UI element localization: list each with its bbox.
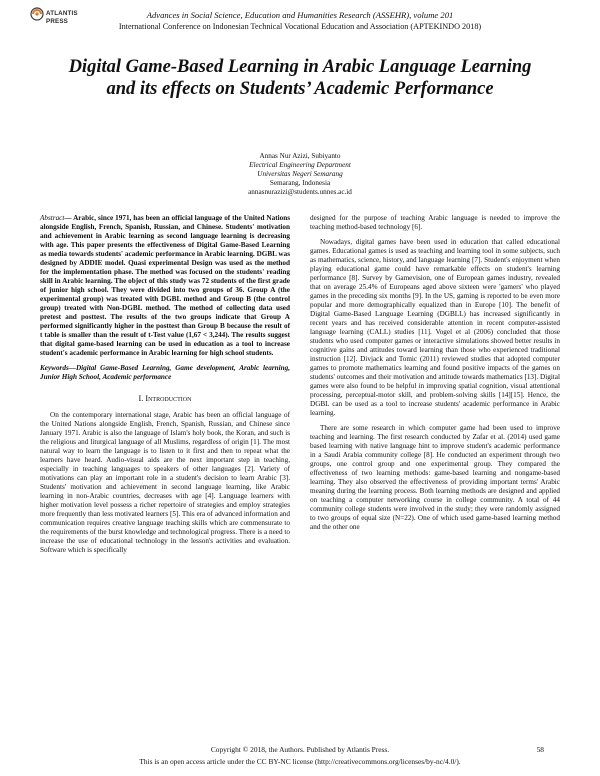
author-department: Electrical Engineering Department (249, 161, 351, 169)
author-names: Annas Nur Azizi, Subiyanto (259, 152, 341, 160)
logo-text-line1: ATLANTIS (46, 10, 78, 17)
section-heading-introduction (40, 394, 290, 403)
keywords: Keywords—Digital Game-Based Learning, Game development, Arabic learning, Junior High School, Academic performance (40, 364, 290, 381)
author-block (0, 152, 600, 197)
journal-header: Advances in Social Science, Education and Humanities Research (ASSEHR), volume 201 (146, 10, 454, 20)
paragraph: There are some research in which computer game had been used to improve teaching and learning. The first research conducted by Zafar et al. (2014) used game based learning with native language hint to improve student's academic performance in a Saudi Arabia community college [8]. He conducted an experiment through two groups, one control group and one experimental group. They compared the effectiveness of two learning methods: game-based learning and nongame-based learning. They also observed the effectiveness of providing important terms' Arabic meaning during the learning process. Both learning methods are designed and applied on teaching a computer networking course in college community. A total of 44 community college students were involved in the study; they were randomly assigned to two groups of equal size (N=22). One of which used game-based learning method and the other one (310, 424, 560, 531)
paragraph: Nowadays, digital games have been used in education that called educational games. Educational games is used as teaching and learning tool in some subjects, such as mathematics, science, history, and language learning [7]. Student's enjoyment when playing educational game could have remarkable effects on student's learning performance [8]. Survey by Gamevision, one of European games industry, revealed that on average 25.4% of Europeans aged above sixteen were 'gamers' who played games in the preceding six months [9]. In the US, gaming is reported to be even more popular and more demographically equalized than in Europe [10]. The benefit of Digital Game-Based Language Learning (DGBLL) has increased significantly in recent years and has received considerable attention in recent computer-assisted language learning (CALL) studies [11]. Vogel et al (2006) concluded that those students who used computer games or interactive simulations showed better results in cognitive gains and attitudes toward learning than those who experienced traditional instruction [12]. Divjack and Tomic (2011) reviewed studies that adopted computer games to promote mathematics learning and found positive impacts of the games on students' outcomes and their motivation and attitude towards mathematics [13]. Digital games were also found to be helpful in improving spatial cognition, visual attentional processing, perceptual-motor skill, and problem-solving skills [14][15]. Hence, the DGBL can be used as a tool to increase students' academic performance in Arabic learning. (310, 238, 560, 417)
logo-text-line2: PRESS (46, 18, 68, 25)
conference-header: International Conference on Indonesian Technical Vocational Education and Association (APTEKINDO 2018) (118, 22, 482, 31)
author-email[interactable]: annasnurazizi@students.unnes.ac.id (248, 188, 352, 196)
right-column (310, 214, 560, 538)
author-university: Universitas Negeri Semarang (257, 170, 343, 178)
copyright-notice: Copyright © 2018, the Authors. Published by Atlantis Press. (210, 745, 390, 754)
abstract (40, 214, 290, 358)
abstract-label: Abstract (40, 214, 65, 222)
author-location: Semarang, Indonesia (269, 179, 331, 187)
section-number: I. (138, 394, 144, 403)
left-column (40, 214, 290, 561)
section-title: Introduction (145, 394, 192, 403)
abstract-text: — Arabic, since 1971, has been an official language of the United Nations alongside English, French, Spanish, Russian, and Chinese. Students' motivation and achievement in Arabic learning as second language learning is decreasing with age. This paper presents the effectiveness of Digital Game-Based Learning as media towards students' academic performance in Arabic learning. DGBL was designed by ADDIE model. Quasi experimental Design was used as the method for the implementation phase. The method was focused on the students' reading skill in Arabic learning. The object of this study was 72 students of the first grade of junior high school. They were divided into two groups of 36. Group A (the experimental group) was treated with DGBL method and Group B (the control group) treated with Non-DGBL method. The method of collecting data used pretest and posttest. The results of the two groups indicate that Group A performed significantly higher in the posttest than Group B because the result of t table is smaller than the result of t-Test value (1,67 < 3,244). The results suggest that digital game-based learning can be used in education as a tool to increase student's academic performance in Arabic learning for high school students. (40, 214, 290, 357)
paragraph: designed for the purpose of teaching Arabic language is needed to improve the teaching method-based technology [6]. (310, 214, 560, 231)
license-notice[interactable]: This is an open access article under the CC BY-NC license (http://creativecommons.org/licenses/by-nc/4.0/). (139, 757, 461, 766)
page-number: 58 (536, 745, 544, 754)
paper-title: Digital Game-Based Learning in Arabic Language Learning and its effects on Students’ Academic Performance (68, 57, 532, 99)
paragraph: On the contemporary international stage, Arabic has been an official language of the United Nations alongside English, French, Spanish, Russian, and Chinese since January 1971. Arabic is also the language of Islam's holy book, the Koran, and such is the religious and liturgical language of all Muslims, regardless of origin [1]. The most natural way to learn the language is to listen to it first and then to repeat what the learners have heard. Audio-visual aids are the next important step in teaching, especially in teaching languages to speakers of other languages [2]. Variety of motivations can play an important role in a student's decision to learn Arabic [3]. Students' motivation and achievement in second language learning, like Arabic learning in non-Arabic countries, decreases with age [4]. Language learners with higher motivation level possess a richer repertoire of strategies and employ strategies more frequently than less motivated learners [5]. This era of advanced information and communication requires creative language teaching skills which are commensurate to the requirements of the burst knowledge and technological progress. There is a need to increase the use of educational technology in the lesson's activities and evaluation. Software which is specifically (40, 411, 290, 554)
